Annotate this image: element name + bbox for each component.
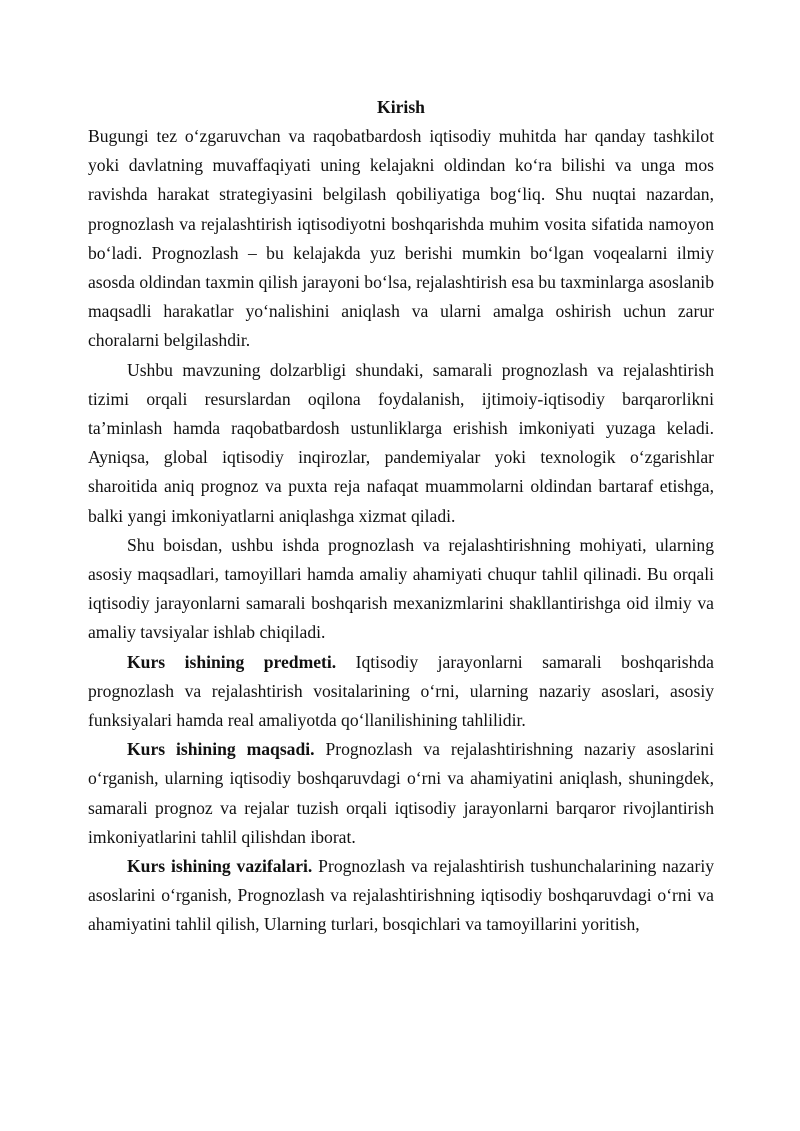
paragraph-intro (88, 122, 714, 356)
paragraph-subject (88, 648, 714, 736)
paragraph-text: Iqtisodiy jarayonlarni samarali boshqarishda prognozlash va rejalashtirish vositalarining o‘rni, ularning nazariy asoslari, asosiy funksiyalari hamda real amaliyotda qo‘llanilishining tahlilidir. (88, 651, 714, 731)
paragraph-text: Bugungi tez o‘zgaruvchan va raqobatbardosh iqtisodiy muhitda har qanday tashkilot yoki davlatning muvaffaqiyati uning kelajakni oldindan ko‘ra bilishi va unga mos ravishda harakat strategiyasini belgilash qobiliyatiga bog‘liq. Shu nuqtai nazardan, prognozlash va rejalashtirish iqtisodiyotni boshqarishda muhim vosita sifatida namoyon bo‘ladi. Prognozlash – bu kelajakda yuz berishi mumkin bo‘lgan voqealarni ilmiy asosda oldindan taxmin qilish jarayoni bo‘lsa, rejalashtirish esa bu taxminlarga asoslanib maqsadli harakatlar yo‘nalishini aniqlash va ularni amalga oshirish uchun zarur choralarni belgilashdir. (88, 126, 714, 351)
paragraph-lead: Kurs ishining predmeti. (127, 651, 337, 672)
paragraph-text: Prognozlash va rejalashtirish tushunchalarining nazariy asoslarini o‘rganish, Prognozlash va rejalashtirishning iqtisodiy boshqaruvdagi o‘rni va ahamiyatini tahlil qilish, Ularning turlari, bosqichlari va tamoyillarini yoritish, (88, 856, 715, 935)
paragraph-text: Shu boisdan, ushbu ishda prognozlash va rejalashtirishning mohiyati, ularning asosiy maqsadlari, tamoyillari hamda amaliy ahamiyati chuqur tahlil qilinadi. Bu orqali iqtisodiy jarayonlarni samarali boshqarish mexanizmlarini shakllantirishga oid ilmiy va amaliy tavsiyalar ishlab chiqiladi. (88, 534, 714, 643)
paragraph-lead: Kurs ishining maqsadi. (127, 739, 315, 760)
document-page (88, 93, 714, 940)
paragraph-lead: Kurs ishining vazifalari. (127, 856, 313, 877)
paragraph-relevance (88, 356, 714, 531)
paragraph-text: Ushbu mavzuning dolzarbligi shundaki, samarali prognozlash va rejalashtirish tizimi orqali resurslardan oqilona foydalanish, ijtimoiy-iqtisodiy barqarorlikni ta’minlash hamda raqobatbardosh ustunliklarga erishish imkoniyati yuzaga keladi. Ayniqsa, global iqtisodiy inqirozlar, pandemiyalar yoki texnologik o‘zgarishlar sharoitida aniq prognoz va puxta reja nafaqat muammolarni oldindan bartaraf etishga, balki yangi imkoniyatlarni aniqlashga xizmat qiladi. (88, 359, 714, 526)
paragraph-goal (88, 735, 714, 852)
document-title: Kirish (377, 97, 425, 117)
paragraph-text: Prognozlash va rejalashtirishning nazariy asoslarini o‘rganish, ularning iqtisodiy boshqaruvdagi o‘rni va ahamiyatini aniqlash, shuningdek, samarali prognoz va rejalar tuzish orqali iqtisodiy jarayonlarni barqaror rivojlantirish imkoniyatlarini tahlil qilishdan iborat. (88, 739, 714, 847)
paragraph-analysis (88, 531, 714, 648)
paragraph-tasks (88, 852, 714, 940)
